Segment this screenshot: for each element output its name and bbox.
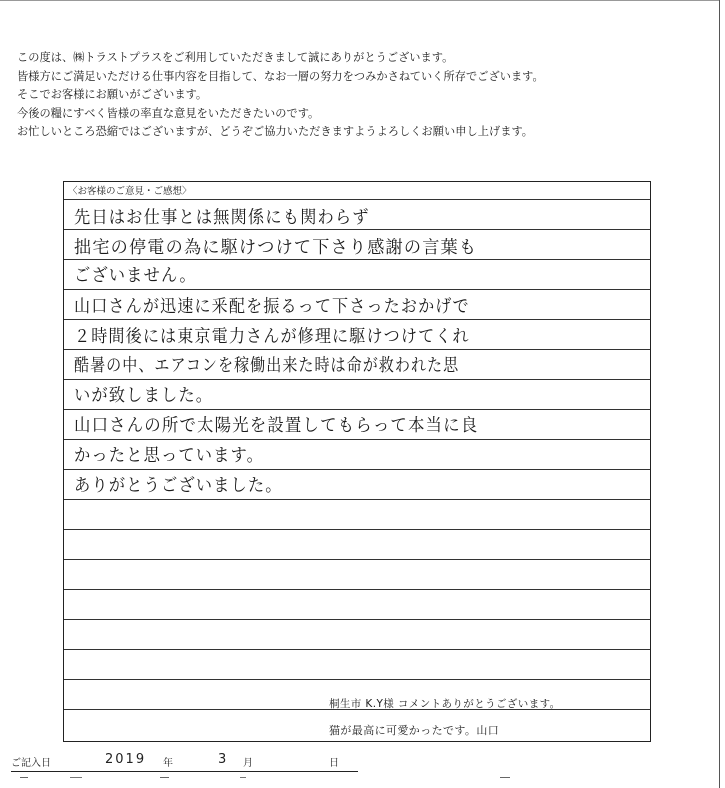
handwritten-line: 酷暑の中、エアコンを稼働出来た時は命が救われた思 xyxy=(74,356,460,376)
intro-line: そこでお客様にお願いがございます。 xyxy=(17,88,208,102)
ruled-line xyxy=(64,559,650,560)
date-label: ご記入日 xyxy=(11,758,51,769)
ruled-line xyxy=(64,469,650,470)
ruled-line xyxy=(64,229,650,230)
ruled-line xyxy=(64,529,650,530)
date-month-unit: 月 xyxy=(243,758,253,769)
handwritten-line: 拙宅の停電の為に駆けつけて下さり感謝の言葉も xyxy=(74,238,478,258)
ruled-line xyxy=(64,439,650,440)
ruled-line xyxy=(64,409,650,410)
ruled-line xyxy=(64,499,650,500)
ruled-line xyxy=(64,199,650,200)
date-underline xyxy=(11,771,358,772)
ruled-line xyxy=(64,289,650,290)
staff-reply-line: 猫が最高に可愛かったです。山口 xyxy=(329,724,500,737)
handwritten-line: かったと思っています。 xyxy=(74,446,265,466)
date-year-unit: 年 xyxy=(163,758,173,769)
handwritten-line: 先日はお仕事とは無関係にも関わらず xyxy=(74,208,370,228)
date-month-value: 3 xyxy=(218,752,229,767)
staff-reply-line: 桐生市 K.Y様 コメントありがとうございます。 xyxy=(329,698,561,710)
scan-noise xyxy=(0,776,700,780)
intro-line: 皆様方にご満足いただける仕事内容を目指して、なお一層の努力をつみかさねていく所存でございます。 xyxy=(17,69,544,83)
ruled-line xyxy=(64,319,650,320)
intro-line: 今後の糧にすべく皆様の率直な意見をいただきたいのです。 xyxy=(17,106,320,120)
scan-top-edge xyxy=(0,0,720,1)
ruled-line xyxy=(64,649,650,650)
handwritten-line: いが致しました。 xyxy=(74,386,214,406)
handwritten-line: ありがとうございました。 xyxy=(74,476,283,496)
intro-line: この度は、㈱トラストプラスをご利用していただきまして誠にありがとうございます。 xyxy=(17,51,454,64)
intro-line: お忙しいところ恐縮ではございますが、どうぞご協力いただきますようよろしくお願い申し上げます。 xyxy=(17,125,534,139)
ruled-line xyxy=(64,349,650,350)
handwritten-line: ございません。 xyxy=(74,266,197,286)
comment-form-box xyxy=(63,181,651,742)
scan-right-edge xyxy=(719,0,720,788)
date-field xyxy=(11,752,361,774)
ruled-line xyxy=(64,379,650,380)
ruled-line xyxy=(64,589,650,590)
handwritten-line: 山口さんが迅速に釆配を振るって下さったおかげで xyxy=(74,297,470,317)
ruled-line xyxy=(64,619,650,620)
handwritten-line: 山口さんの所で太陽光を設置してもらって本当に良 xyxy=(74,416,479,436)
date-year-value: 2019 xyxy=(105,752,147,767)
intro-text xyxy=(17,49,707,142)
handwritten-line: ２時間後には東京電力さんが修理に駆けつけてくれ xyxy=(74,327,470,347)
form-header: 〈お客様のご意見・ご感想〉 xyxy=(68,186,192,197)
ruled-line xyxy=(64,679,650,680)
date-day-unit: 日 xyxy=(329,758,339,769)
ruled-line xyxy=(64,259,650,260)
